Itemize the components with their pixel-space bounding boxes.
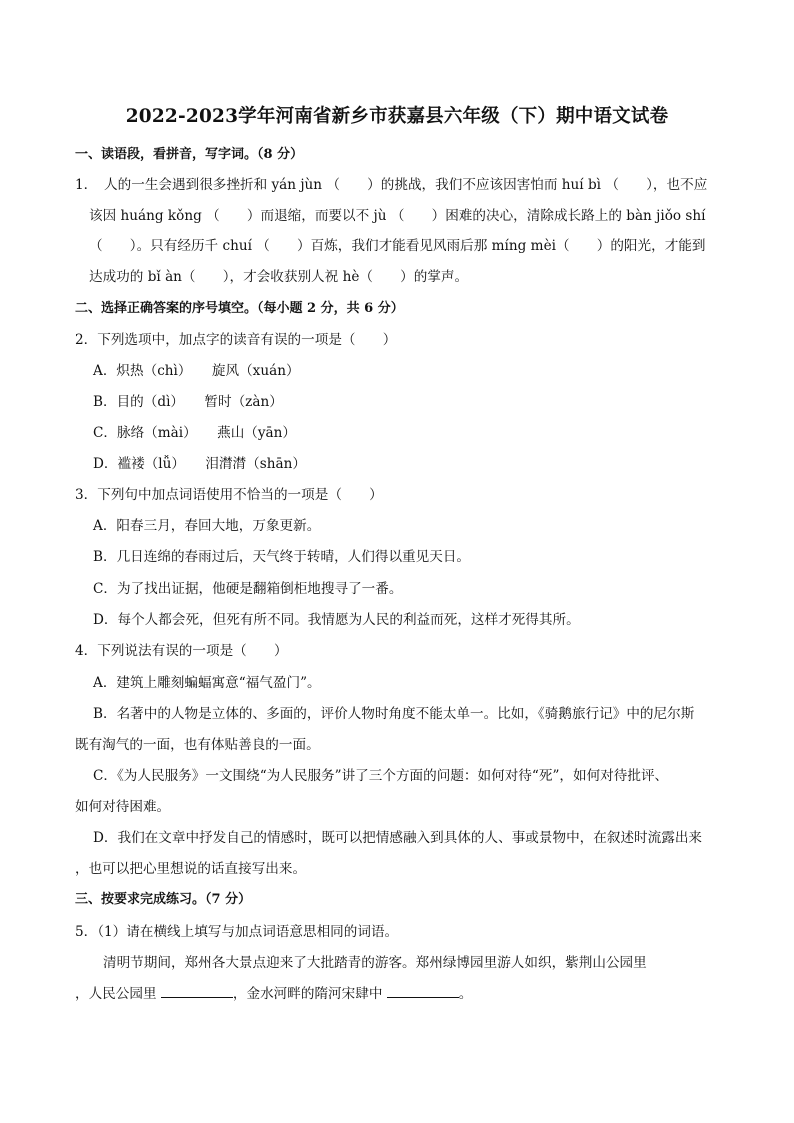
q4-option-b-line-2: 既有淘气的一面，也有体贴善良的一面。 (75, 737, 320, 753)
q5-text-1: ，人民公园里 (75, 986, 161, 1002)
answer-blank-1[interactable] (161, 985, 233, 998)
q3-option-b: B．几日连绵的春雨过后，天气终于转晴，人们得以重见天日。 (93, 549, 471, 565)
q2-option-c: C．脉络（mài） 燕山（yān） (93, 425, 297, 441)
q1-line-3: （ ）。只有经历千 chuí （ ）百炼，我们才能看见风雨后那 míng mèi（ ）的阳光，才能到 (89, 238, 706, 254)
page-title: 2022-2023学年河南省新乡市获嘉县六年级（下）期中语文试卷 (125, 106, 669, 127)
q4-option-a: A．建筑上雕刻蝙蝠寓意“福气盈门”。 (93, 675, 321, 691)
q3-option-d: D．每个人都会死，但死有所不同。我情愿为人民的利益而死，这样才死得其所。 (93, 612, 580, 628)
q4-option-d-line-2: ，也可以把心里想说的话直接写出来。 (75, 861, 307, 877)
q1-line-1: 1． 人的一生会遇到很多挫折和 yán jùn （ ）的挑战，我们不应该因害怕而 huí bì （ ），也不应 (75, 177, 708, 193)
q3-stem: 3．下列句中加点词语使用不恰当的一项是（ ） (75, 487, 383, 503)
q3-option-a: A．阳春三月，春回大地，万象更新。 (93, 518, 321, 534)
section-1-heading: 一、读语段，看拼音，写字词。（8 分） (75, 147, 304, 162)
q5-text-3: 。 (458, 986, 473, 1002)
answer-blank-2[interactable] (387, 985, 459, 998)
q1-line-4: 达成功的 bǐ àn（ ），才会收获别人祝 hè（ ）的掌声。 (89, 269, 469, 285)
q4-stem: 4．下列说法有误的一项是（ ） (75, 643, 288, 659)
q2-option-d: D．褴褛（lǚ） 泪潸潸（shān） (93, 456, 306, 472)
q4-option-c-line-2: 如何对待困难。 (75, 799, 171, 815)
q4-option-b-line-1: B．名著中的人物是立体的、多面的，评价人物时角度不能太单一。比如，《骑鹅旅行记》中的尼尔斯 (93, 706, 695, 722)
q2-option-a: A．炽热（chì） 旋风（xuán） (93, 363, 300, 379)
q5-stem: 5．（1）请在横线上填写与加点词语意思相同的词语。 (75, 924, 399, 940)
q2-option-b: B．目的（dì） 暂时（zàn） (93, 394, 283, 410)
q3-option-c: C．为了找出证据，他硬是翻箱倒柜地搜寻了一番。 (93, 581, 403, 597)
q5-passage-line-2 (75, 985, 472, 1003)
q1-line-2: 该因 huáng kǒng （ ）而退缩，而要以不 jù （ ）困难的决心，清除成长路上的 bàn jiǒo shí (89, 208, 706, 224)
section-3-heading: 三、按要求完成练习。（7 分） (75, 892, 252, 907)
q4-option-c-line-1: C．《为人民服务》一文围绕“为人民服务”讲了三个方面的问题：如何对待“死”，如何对待批评、 (93, 768, 669, 784)
q2-stem: 2．下列选项中，加点字的读音有误的一项是（ ） (75, 332, 397, 348)
q5-passage-line-1: 清明节期间，郑州各大景点迎来了大批踏青的游客。郑州绿博园里游人如织，紫荆山公园里 (103, 955, 647, 971)
q4-option-d-line-1: D．我们在文章中抒发自己的情感时，既可以把情感融入到具体的人、事或景物中，在叙述时流露出来 (93, 830, 703, 846)
section-2-heading: 二、选择正确答案的序号填空。（每小题 2 分，共 6 分） (75, 301, 404, 316)
q5-text-2: ，金水河畔的隋河宋肆中 (232, 986, 387, 1002)
